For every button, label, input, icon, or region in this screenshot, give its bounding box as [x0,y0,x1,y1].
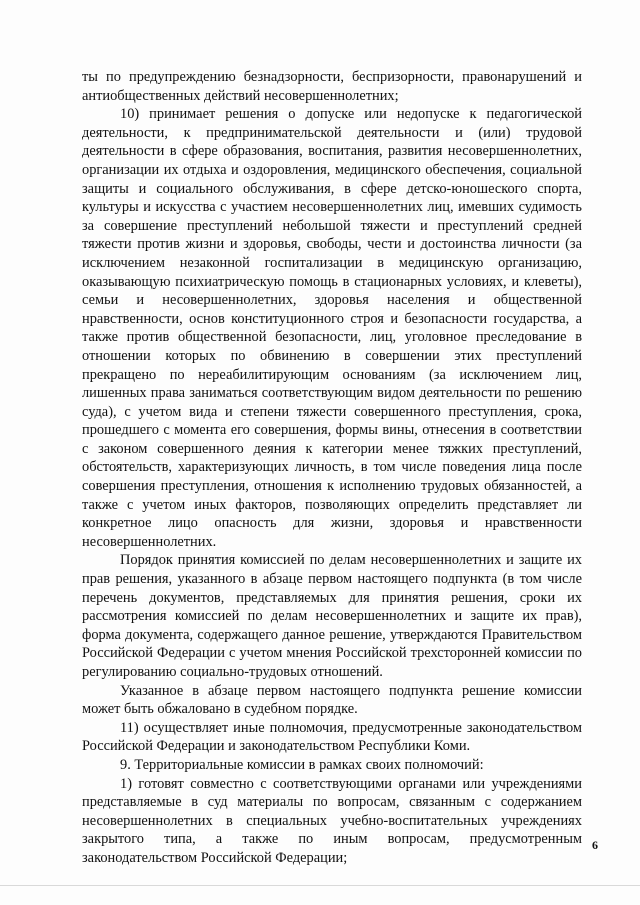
paragraph-item-10: 10) принимает решения о допуске или недопуске к педагогической деятельности, к предпринимательской деятельности и (или) трудовой деятельности в сфере образования, воспитания, развития несовершеннолетних, организации их отдыха и оздоровления, медицинского обеспечения, социальной защиты и социального обслуживания, в сфере детско-юношеского спорта, культуры и искусства с участием несовершеннолетних лиц, имевших судимость за совершение преступлений небольшой тяжести и преступлений средней тяжести против жизни и здоровья, свободы, чести и достоинства личности (за исключением незаконной госпитализации в медицинскую организацию, оказывающую психиатрическую помощь в стационарных условиях, и клеветы), семьи и несовершеннолетних, здоровья населения и общественной нравственности, основ конституционного строя и безопасности государства, а также против общественной безопасности, лиц, уголовное преследование в отношении которых по обвинению в совершении этих преступлений прекращено по нереабилитирующим основаниям (за исключением лиц, лишенных права заниматься соответствующим видом деятельности по решению суда), с учетом вида и степени тяжести совершенного преступления, срока, прошедшего с момента его совершения, формы вины, отнесения в соответствии с законом совершенного деяния к категории менее тяжких преступлений, обстоятельств, характеризующих личность, в том числе поведения лица после совершения преступления, отношения к исполнению трудовых обязанностей, а также с учетом иных факторов, позволяющих определить представляет ли конкретное лицо опасность для жизни, здоровья и нравственности несовершеннолетних. [82,106,582,550]
paragraph-section-9: 9. Территориальные комиссии в рамках своих полномочий: [120,756,484,773]
paragraph-item-11: 11) осуществляет иные полномочия, предусмотренные законодательством Российской Федерации и законодательством Республики Коми. [82,719,582,755]
paragraph-procedure: Порядок принятия комиссией по делам несовершеннолетних и защите их прав решения, указанного в абзаце первом настоящего подпункта (в том числе перечень документов, представляемых для принятия решения, сроки их рассмотрения комиссией по делам несовершеннолетних и защите их прав), форма документа, содержащего данное решение, утверждаются Правительством Российской Федерации с учетом мнения Российской трехсторонней комиссии по регулированию социально-трудовых отношений. [82,552,582,680]
paragraph-item-1: 1) готовят совместно с соответствующими органами или учреждениями представляемые в суд материалы по вопросам, связанным с содержанием несовершеннолетних в специальных учебно-воспитательных учреждениях закрытого типа, а также по иным вопросам, предусмотренным законодательством Российской Федерации; [82,775,582,866]
page-number: 6 [592,838,598,852]
document-body [82,68,582,868]
paragraph-appeal: Указанное в абзаце первом настоящего подпункта решение комиссии может быть обжаловано в судебном порядке. [82,682,582,718]
scan-edge-divider [0,885,640,886]
paragraph-continuation: ты по предупреждению безнадзорности, беспризорности, правонарушений и антиобщественных действий несовершеннолетних; [82,69,582,104]
